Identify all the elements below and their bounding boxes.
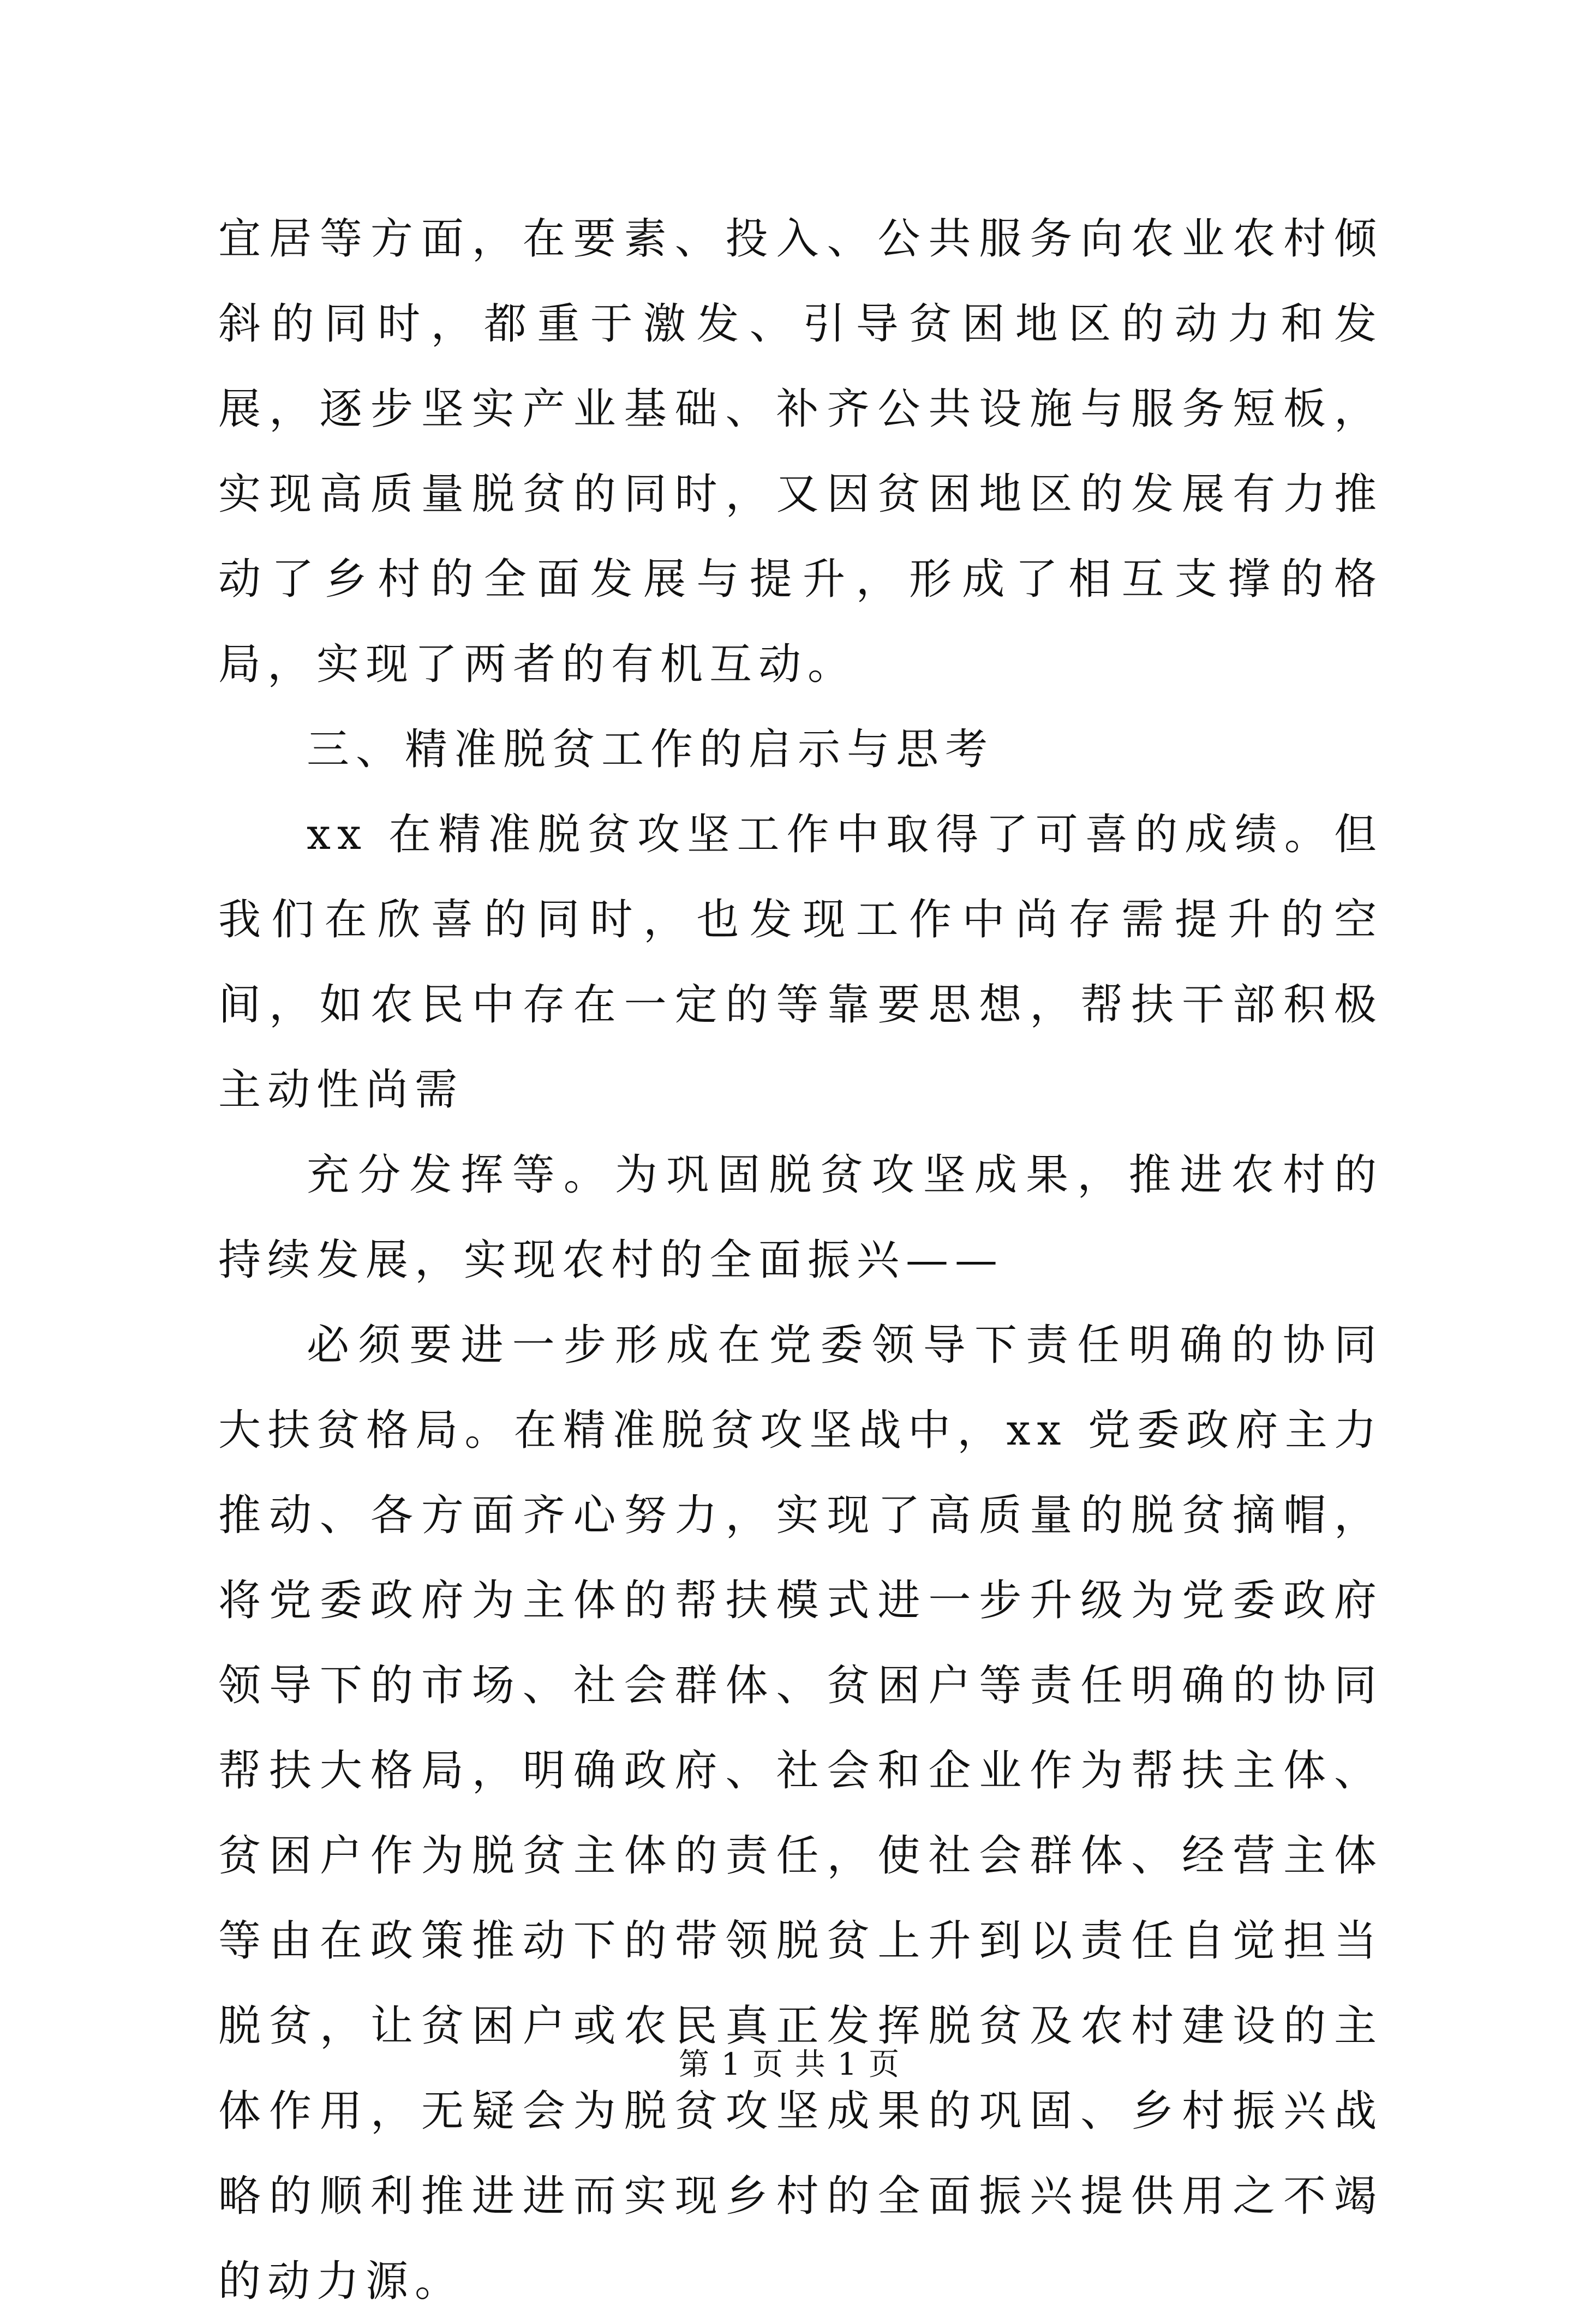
paragraph-coordination: 必须要进一步形成在党委领导下责任明确的协同大扶贫格局。在精准脱贫攻坚战中，xx 党委政府主力推动、各方面齐心努力，实现了高质量的脱贫摘帽，将党委政府为主体的帮扶模式进一步升级为党委政府领导下的市场、社会群体、贫困户等责任明确的协同帮扶大格局，明确政府、社会和企业作为帮扶主体、贫困户作为脱贫主体的责任，使社会群体、经营主体等由在政策推动下的带领脱贫上升到以责任自觉担当脱贫，让贫困户或农民真正发挥脱贫及农村建设的主体作用，无疑会为脱贫攻坚成果的巩固、乡村振兴战略的顺利推进进而实现乡村的全面振兴提供用之不竭的动力源。 (218, 1321, 1383, 2306)
paragraph-consolidation: 充分发挥等。为巩固脱贫攻坚成果，推进农村的持续发展，实现农村的全面振兴—— (218, 1151, 1383, 1285)
section-heading: 三、精准脱贫工作的启示与思考 (307, 725, 995, 774)
document-body (218, 196, 1383, 2324)
page-footer: 第 1 页 共 1 页 (678, 2047, 901, 2082)
paragraph-achievements: xx 在精准脱贫攻坚工作中取得了可喜的成绩。但我们在欣喜的同时，也发现工作中尚存需提升的空间，如农民中存在一定的等靠要思想，帮扶干部积极主动性尚需 (218, 810, 1383, 1115)
paragraph-continuation: 宜居等方面，在要素、投入、公共服务向农业农村倾斜的同时，都重于激发、引导贫困地区的动力和发展，逐步坚实产业基础、补齐公共设施与服务短板，实现高质量脱贫的同时，又因贫困地区的发展有力推动了乡村的全面发展与提升，形成了相互支撑的格局，实现了两者的有机互动。 (218, 214, 1383, 689)
